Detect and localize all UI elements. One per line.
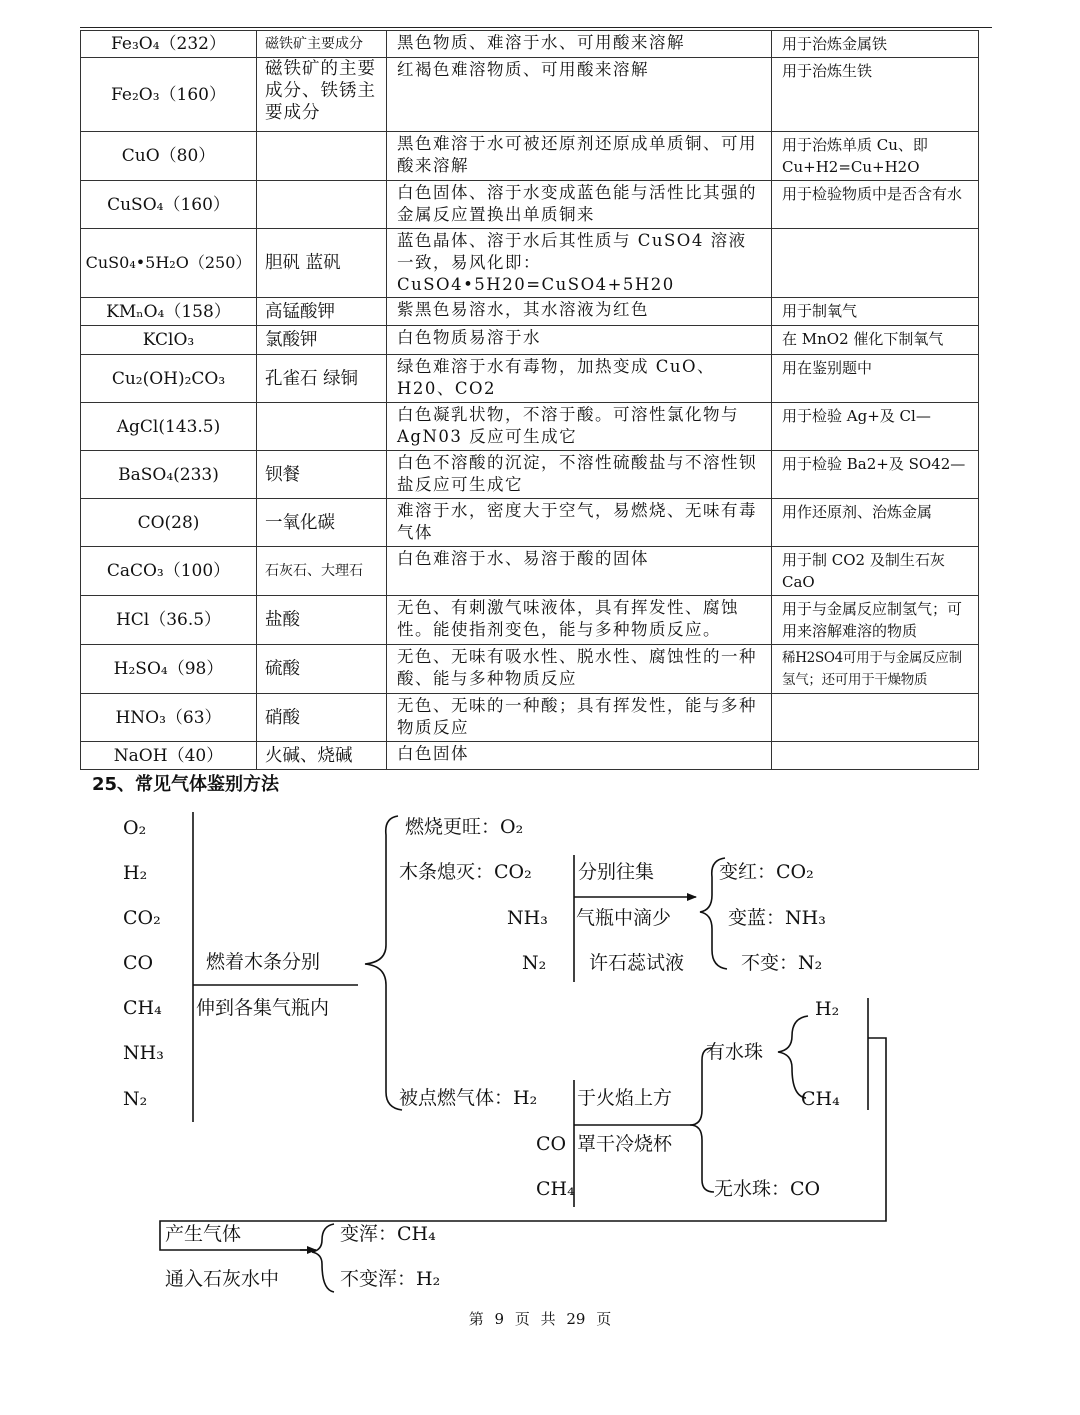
name-cell: 火碱、烧碱 xyxy=(257,742,387,770)
uses-cell: 用在鉴别题中 xyxy=(772,355,979,403)
uses-cell: 用于治炼生铁 xyxy=(772,58,979,132)
properties-cell: 白色固体、溶于水变成蓝色能与活性比其强的金属反应置换出单质铜来 xyxy=(387,181,772,229)
flame-fork-lower xyxy=(690,1125,714,1192)
uses-cell: 用于治炼金属铁 xyxy=(772,31,979,58)
formula-cell: Fe₃O₄（232） xyxy=(81,31,257,58)
properties-cell: 白色物质易溶于水 xyxy=(387,326,772,355)
gas-n2: N₂ xyxy=(123,1088,148,1110)
step1-line2: 伸到各集气瓶内 xyxy=(196,997,330,1019)
ignited-ch4: CH₄ xyxy=(536,1178,575,1200)
name-cell: 盐酸 xyxy=(257,596,387,645)
name-cell: 氯酸钾 xyxy=(257,326,387,355)
brace-lime xyxy=(312,1224,334,1292)
gas-nh3: NH₃ xyxy=(123,1042,164,1064)
properties-cell: 白色固体 xyxy=(387,742,772,770)
name-cell: 硫酸 xyxy=(257,645,387,694)
flame-1: 于火焰上方 xyxy=(577,1087,673,1109)
name-cell: 胆矾 蓝矾 xyxy=(257,229,387,298)
name-cell: 钡餐 xyxy=(257,451,387,499)
extinguish-n2: N₂ xyxy=(522,952,547,974)
no-change: 不变：N₂ xyxy=(741,952,823,974)
uses-cell: 稀H2SO4可用于与金属反应制氢气；还可用于干燥物质 xyxy=(772,645,979,694)
uses-cell: 用于检验 Ba2+及 SO42— xyxy=(772,451,979,499)
properties-cell: 白色凝乳状物，不溶于酸。可溶性氯化物与 AgN03 反应可生成它 xyxy=(387,403,772,451)
properties-cell: 绿色难溶于水有毒物，加热变成 CuO、H20、CO2 xyxy=(387,355,772,403)
properties-cell: 难溶于水，密度大于空气，易燃烧、无味有毒气体 xyxy=(387,499,772,547)
properties-cell: 白色难溶于水、易溶于酸的固体 xyxy=(387,547,772,596)
properties-cell: 紫黑色易溶水，其水溶液为红色 xyxy=(387,298,772,326)
gas-h2: H₂ xyxy=(123,862,148,884)
step1-line1: 燃着木条分别 xyxy=(206,951,321,973)
uses-cell: 用于治炼单质 Cu、即 Cu+H2=Cu+H2O xyxy=(772,132,979,181)
gas-ch4: CH₄ xyxy=(123,997,162,1019)
turbid: 变浑：CH₄ xyxy=(340,1223,436,1245)
formula-cell: BaSO₄(233) xyxy=(81,451,257,499)
uses-cell: 用于检验 Ag+及 Cl— xyxy=(772,403,979,451)
formula-cell: Cu₂(OH)₂CO₃ xyxy=(81,355,257,403)
name-cell: 硝酸 xyxy=(257,694,387,742)
gas-co2: CO₂ xyxy=(123,907,161,929)
name-cell: 高锰酸钾 xyxy=(257,298,387,326)
collect-2: 气瓶中滴少 xyxy=(576,907,672,929)
ignited-gas: 被点燃气体：H₂ xyxy=(399,1087,538,1109)
no-water-drops: 无水珠：CO xyxy=(714,1178,821,1200)
collect-1: 分别往集 xyxy=(578,861,655,883)
formula-cell: HNO₃（63） xyxy=(81,694,257,742)
uses-cell: 用于与金属反应制氢气；可用来溶解难溶的物质 xyxy=(772,596,979,645)
uses-cell: 用于制氧气 xyxy=(772,298,979,326)
page-footer: 第 9 页 共 29 页 xyxy=(468,1310,612,1328)
properties-cell: 黑色物质、难溶于水、可用酸来溶解 xyxy=(387,31,772,58)
properties-cell: 无色、无味的一种酸；具有挥发性，能与多种物质反应 xyxy=(387,694,772,742)
name-cell: 磁铁矿的主要成分、铁锈主要成分 xyxy=(257,58,387,132)
formula-cell: CuS0₄•5H₂O（250） xyxy=(81,229,257,298)
uses-cell: 在 MnO2 催化下制氧气 xyxy=(772,326,979,355)
return-line xyxy=(160,1038,886,1250)
properties-cell: 白色不溶酸的沉淀，不溶性硫酸盐与不溶性钡盐反应可生成它 xyxy=(387,451,772,499)
formula-cell: Fe₂O₃（160） xyxy=(81,58,257,132)
name-cell: 石灰石、大理石 xyxy=(257,547,387,596)
properties-cell: 红褐色难溶物质、可用酸来溶解 xyxy=(387,58,772,132)
formula-cell: CuSO₄（160） xyxy=(81,181,257,229)
formula-cell: CO(28) xyxy=(81,499,257,547)
uses-cell: 用于制 CO2 及制生石灰 CaO xyxy=(772,547,979,596)
properties-cell: 无色、有刺激气味液体，具有挥发性、腐蚀性。能使指剂变色，能与多种物质反应。 xyxy=(387,596,772,645)
lime-water: 通入石灰水中 xyxy=(165,1268,280,1290)
formula-cell: NaOH（40） xyxy=(81,742,257,770)
formula-cell: CuO（80） xyxy=(81,132,257,181)
turn-red: 变红：CO₂ xyxy=(719,861,814,883)
water-drops: 有水珠 xyxy=(706,1041,764,1063)
ignited-co: CO xyxy=(536,1133,567,1155)
water-drops-ch4: CH₄ xyxy=(801,1088,840,1110)
properties-cell: 蓝色晶体、溶于水后其性质与 CuSO4 溶液一致，易风化即： CuSO4•5H20=CuSO4+5H20 xyxy=(387,229,772,298)
extinguish-nh3: NH₃ xyxy=(507,907,548,929)
formula-cell: AgCl(143.5) xyxy=(81,403,257,451)
section-heading: 25、常见气体鉴别方法 xyxy=(92,774,280,795)
not-turbid: 不变浑：H₂ xyxy=(340,1268,441,1290)
uses-cell: 用于检验物质中是否含有水 xyxy=(772,181,979,229)
formula-cell: H₂SO₄（98） xyxy=(81,645,257,694)
water-drops-h2: H₂ xyxy=(815,998,840,1020)
formula-cell: HCl（36.5） xyxy=(81,596,257,645)
brace-main xyxy=(365,816,402,1110)
formula-cell: CaCO₃（100） xyxy=(81,547,257,596)
properties-cell: 无色、无味有吸水性、脱水性、腐蚀性的一种酸、能与多种物质反应 xyxy=(387,645,772,694)
brace-water-drops xyxy=(778,1016,808,1098)
formula-cell: KClO₃ xyxy=(81,326,257,355)
extinguish: 木条熄灭：CO₂ xyxy=(399,861,532,883)
gas-co: CO xyxy=(123,952,154,974)
formula-cell: KMₙO₄（158） xyxy=(81,298,257,326)
name-cell: 孔雀石 绿铜 xyxy=(257,355,387,403)
burn-brighter: 燃烧更旺：O₂ xyxy=(405,816,524,838)
name-cell: 磁铁矿主要成分 xyxy=(257,31,387,58)
collect-3: 许石蕊试液 xyxy=(589,952,685,974)
uses-cell: 用作还原剂、治炼金属 xyxy=(772,499,979,547)
gas-o2: O₂ xyxy=(123,817,147,839)
produce-gas: 产生气体 xyxy=(165,1223,242,1245)
name-cell: 一氧化碳 xyxy=(257,499,387,547)
flame-2: 罩干冷烧杯 xyxy=(577,1133,673,1155)
turn-blue: 变蓝：NH₃ xyxy=(728,907,826,929)
properties-cell: 黑色难溶于水可被还原剂还原成单质铜、可用酸来溶解 xyxy=(387,132,772,181)
